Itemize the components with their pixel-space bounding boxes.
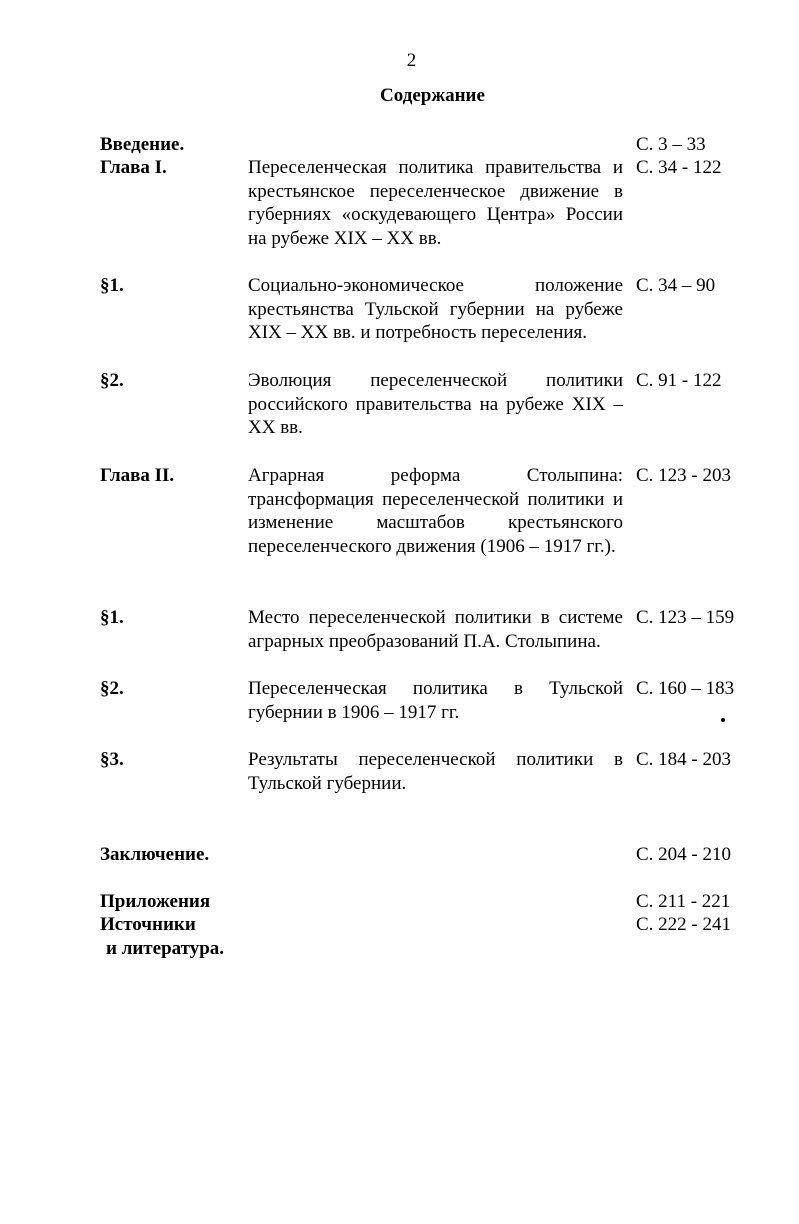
toc-text: Переселенческая политика правительства и крестьянское переселенческое движение в губерниях «оскудевающего Центра» России на рубеже XIX – XX вв. [248, 157, 623, 249]
toc-pages: С. 34 – 90 [636, 275, 716, 296]
toc-pages: С. 123 – 159 [636, 607, 735, 628]
toc-label: и литература. [106, 938, 225, 959]
toc-text: Результаты переселенческой политики в Тульской губернии. [248, 749, 623, 794]
toc-label: §2. [100, 370, 124, 391]
page-title: Содержание [380, 85, 485, 106]
toc-label: Источники [100, 914, 196, 935]
toc-pages: С. 211 - 221 [636, 891, 731, 912]
toc-pages: С. 222 - 241 [636, 914, 731, 935]
toc-label: Заключение. [100, 844, 210, 865]
toc-pages: С. 91 - 122 [636, 370, 722, 391]
toc-text: Эволюция переселенческой политики российского правительства на рубеже XIX – XX вв. [248, 370, 623, 438]
toc-text: Аграрная реформа Столыпина: трансформация переселенческой политики и изменение масштабов крестьянского переселенческого движения (1906 – 1917 гг.). [248, 465, 623, 557]
toc-label: Глава II. [100, 465, 175, 486]
toc-label: §1. [100, 275, 124, 296]
toc-label: Введение. [100, 134, 185, 155]
toc-label: Приложения [100, 891, 211, 912]
toc-label: §1. [100, 607, 124, 628]
toc-pages: С. 34 - 122 [636, 157, 722, 178]
toc-pages: С. 3 – 33 [636, 134, 706, 155]
toc-pages: С. 184 - 203 [636, 749, 731, 770]
toc-label: §2. [100, 678, 124, 699]
toc-label: §3. [100, 749, 124, 770]
toc-label: Глава I. [100, 157, 167, 178]
toc-text: Социально-экономическое положение крестьянства Тульской губернии на рубеже XIX – XX вв. и потребность переселения. [248, 275, 623, 343]
toc-pages: С. 204 - 210 [636, 844, 731, 865]
page-number: 2 [406, 50, 417, 71]
toc-pages: С. 160 – 183 [636, 678, 735, 699]
stray-mark [721, 718, 725, 722]
toc-text: Переселенческая политика в Тульской губернии в 1906 – 1917 гг. [248, 678, 623, 723]
toc-pages: С. 123 - 203 [636, 465, 731, 486]
toc-text: Место переселенческой политики в системе аграрных преобразований П.А. Столыпина. [248, 607, 623, 652]
